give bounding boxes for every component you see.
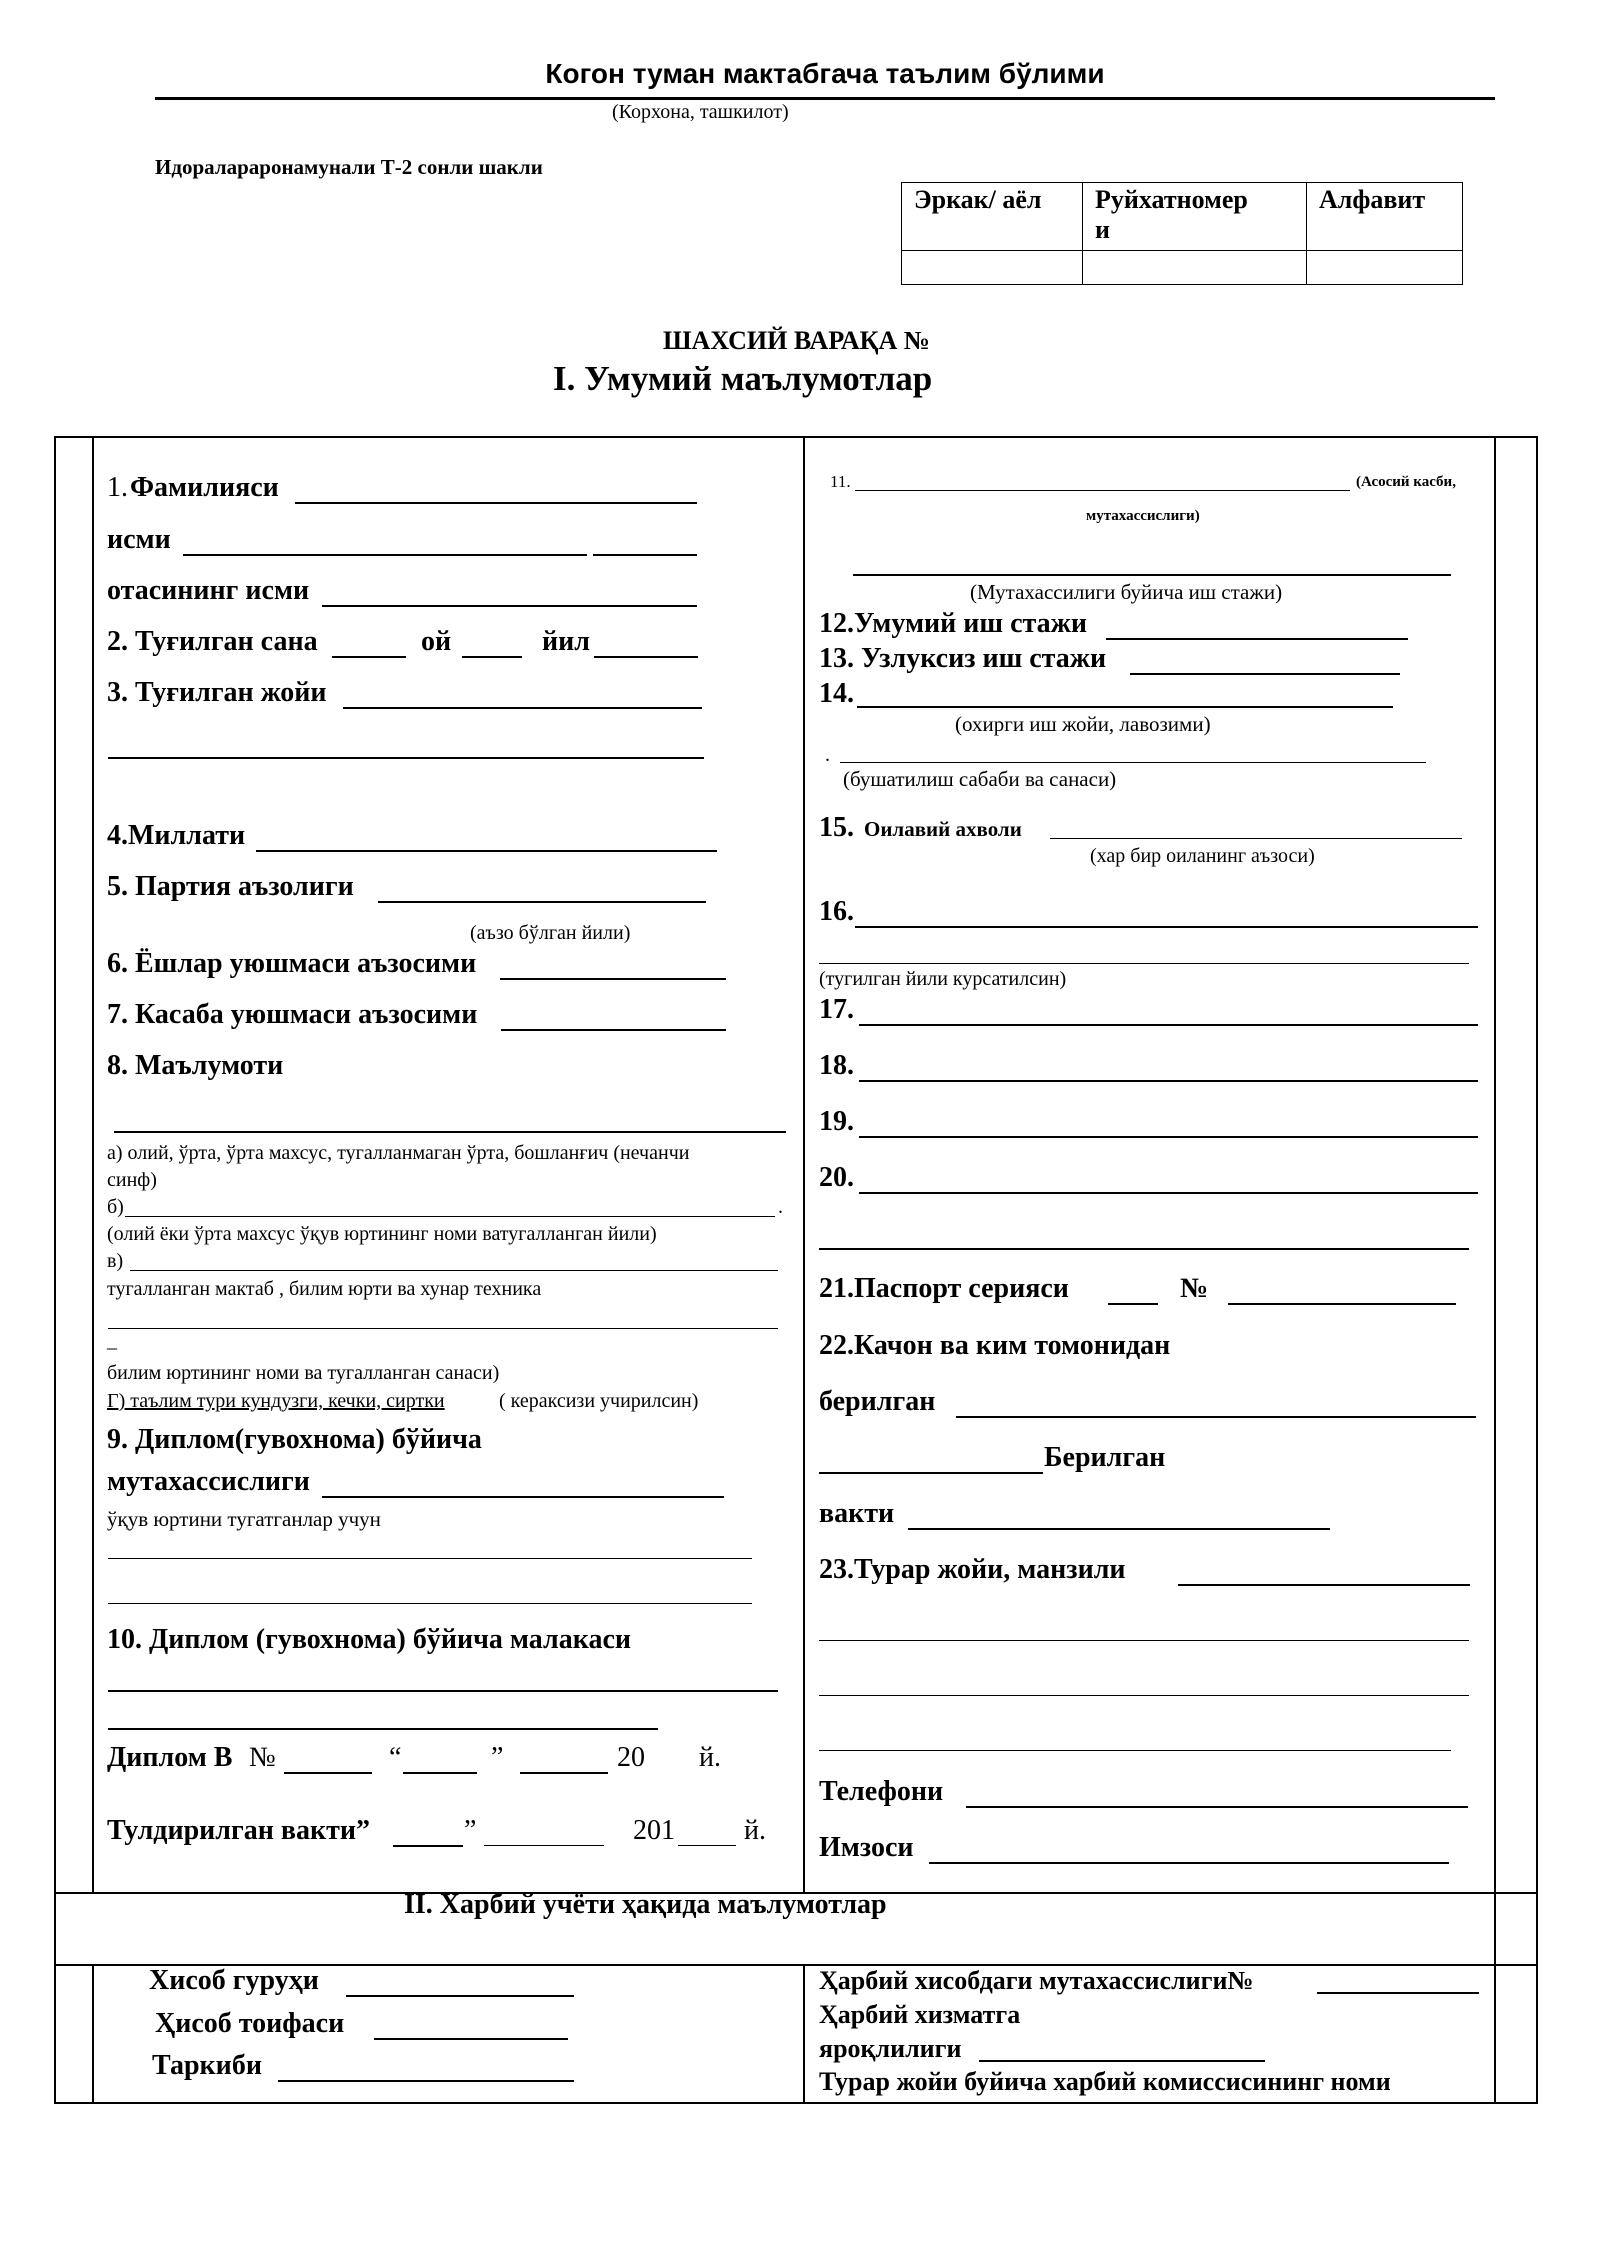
military-service-label: Ҳарбий хизматга [819,2000,1021,2029]
field-diploma-quote-open: “ [389,1742,402,1773]
field-birth-place-label: 3. Туғилган жойи [107,677,327,708]
organization-caption: (Корхона, ташкилот) [612,101,789,123]
field-passport-date-label-2: вакти [819,1498,895,1529]
field-address-line-2[interactable] [819,1640,1469,1641]
field-family-16-line[interactable] [855,926,1478,928]
field-family-19-label: 19. [819,1106,854,1137]
field-dismissal-dot: . [825,744,830,766]
military-group-line[interactable] [346,1995,574,1997]
field-filled-year: 201 [633,1815,675,1846]
grid-left-margin-line-military [92,1964,94,2102]
field-party-line[interactable] [378,901,706,903]
field-education-type-note: а) олий, ўрта, ўрта махсус, тугалланмаган ўрта, бошланғич (нечанчи [107,1142,690,1164]
field-name-line-2[interactable] [593,554,697,556]
organization-title: Когон туман мактабгача таълим бўлими [545,58,1105,89]
field-passport-date-label: Берилган [1044,1442,1166,1473]
sheet-title: ШАХСИЙ ВАРАҚА № [663,326,930,355]
field-birth-month-label: ой [421,626,452,657]
military-fitness-line[interactable] [979,2060,1265,2062]
field-trade-union-label: 7. Касаба уюшмаси аъзосими [107,999,478,1030]
field-youth-union-line[interactable] [500,978,726,980]
field-education-line[interactable] [114,1131,786,1133]
field-dismissal-line[interactable] [840,762,1426,763]
grid-right-border [1536,436,1538,2102]
field-birth-day-line[interactable] [332,656,406,658]
military-specialty-line[interactable] [1317,1992,1479,1994]
field-diploma-label: Диплом В [107,1742,233,1773]
field-surname-line[interactable] [295,502,697,504]
field-birth-year-line[interactable] [594,656,698,658]
field-family-17-line[interactable] [859,1024,1478,1026]
field-education-v-note: тугалланган мактаб , билим юрти ва хунар техника [107,1278,542,1300]
military-commission-label: Турар жойи буйича харбий комиссисининг номи [819,2067,1391,2096]
field-passport-series-line[interactable] [1108,1303,1158,1305]
field-education-form-note: ( кераксизи учирилсин) [499,1390,699,1412]
field-passport-number-line[interactable] [1228,1303,1456,1305]
field-youth-union-label: 6. Ёшлар уюшмаси аъзосими [107,948,477,979]
grid-left-margin-line [92,436,94,1892]
field-diploma-number-line[interactable] [284,1772,372,1774]
field-passport-date-line[interactable] [908,1528,1330,1530]
field-birth-date-label: 2. Туғилган сана [107,626,318,657]
field-family-20-label: 20. [819,1162,854,1193]
military-composition-line[interactable] [278,2080,574,2082]
field-address-label: 23.Турар жойи, манзили [819,1554,1126,1585]
field-diploma-month-line[interactable] [520,1772,608,1774]
gender-header: Эркак/ аёл [902,183,1083,251]
field-phone-label: Телефони [819,1776,944,1807]
military-specialty-label: Ҳарбий хисобдаги мутахассислиги№ [819,1966,1254,1995]
field-diploma-qualification-label: 10. Диплом (гувохнома) бўйича малакаси [107,1624,632,1655]
field-diploma-day-line[interactable] [403,1772,477,1774]
gender-cell[interactable] [902,251,1083,285]
field-diploma-no-sign: № [249,1742,276,1773]
grid-top-border [54,436,1538,438]
field-family-19-line[interactable] [859,1136,1478,1138]
field-family-16-label: 16. [819,896,854,927]
field-filled-date-label: Тулдирилган вакти” [107,1815,370,1846]
field-diploma-specialty-line-2[interactable] [108,1558,752,1559]
organization-underline [155,97,1495,100]
military-fitness-label: яроқлилиги [819,2034,962,2063]
field-family-20-line[interactable] [859,1192,1478,1194]
field-nationality-label: 4.Миллати [107,820,246,851]
field-party-label: 5. Партия аъзолиги [107,871,354,902]
field-diploma-quote-close: ” [491,1742,504,1773]
field-education-b-note: (олий ёки ўрта махсус ўқув юртининг номи ватугалланган йили) [107,1223,657,1245]
grid-right-margin-line [1494,436,1496,2102]
grid-middle-divider-military [803,1964,805,2102]
field-passport-issued-line[interactable] [956,1416,1476,1418]
field-filled-month-line[interactable] [484,1845,604,1846]
field-address-line-4[interactable] [819,1750,1451,1751]
form-reference: Идоралараронамунали Т-2 сонли шакли [155,155,543,179]
field-specialty-experience-caption: (Мутахассилиги буйича иш стажи) [970,580,1283,604]
field-education-b-marker: б) [107,1196,124,1218]
alphabet-cell[interactable] [1307,251,1463,285]
field-diploma-specialty-label-2: мутахассислиги [107,1466,310,1497]
field-diploma-specialty-line-3[interactable] [108,1603,752,1604]
field-last-job-caption: (охирги иш жойи, лавозими) [955,712,1211,736]
field-education-type-note-2: синф) [107,1169,157,1191]
field-total-experience-label: 12.Умумий иш стажи [819,608,1088,639]
field-diploma-year-suffix: й. [699,1742,721,1773]
field-education-form: Г) таълим тури кундузги, кечки, сиртки [107,1390,445,1412]
section-1-title: I. Умумий маълумотлар [553,359,933,398]
field-diploma-year: 20 [617,1742,645,1773]
field-education-v-line-2[interactable] [108,1328,778,1329]
field-surname-label: Фамилияси [130,472,279,503]
field-filled-quote: ” [464,1815,477,1846]
field-continuous-experience-line[interactable] [1130,673,1400,675]
military-composition-label: Таркиби [152,2050,262,2081]
military-category-label: Ҳисоб тоифаси [155,2008,345,2039]
field-education-b-line[interactable] [125,1216,775,1217]
field-marital-status-number: 15. [819,812,854,843]
field-education-label: 8. Маълумоти [107,1050,284,1081]
grid-bottom-border [54,2102,1538,2104]
field-marital-status-caption: (хар бир оиланинг аъзоси) [1090,845,1315,867]
field-passport-issued-label: 22.Качон ва ким томонидан [819,1330,1171,1361]
field-total-experience-line[interactable] [1106,638,1408,640]
field-address-line[interactable] [1178,1584,1470,1586]
field-party-note: (аъзо бўлган йили) [470,922,631,944]
field-family-extra-line[interactable] [819,1248,1469,1250]
field-signature-label: Имзоси [819,1832,914,1863]
field-address-line-3[interactable] [819,1695,1469,1696]
field-diploma-specialty-note: ўқув юртини тугатганлар учун [107,1507,381,1531]
field-diploma-specialty-label: 9. Диплом(гувохнома) бўйича [107,1424,482,1455]
field-filled-year-suffix: й. [744,1815,766,1846]
field-birth-place-line-2[interactable] [108,757,704,759]
field-passport-issued-label-2: берилган [819,1386,936,1417]
field-surname-number: 1. [107,472,128,503]
field-phone-line[interactable] [966,1806,1468,1808]
field-education-v-line[interactable] [130,1270,778,1271]
field-signature-line[interactable] [929,1862,1449,1864]
field-education-v-note-2: билим юртининг номи ва тугалланган санаси) [107,1362,500,1384]
field-marital-status-line[interactable] [1050,838,1462,839]
field-marital-status-label: Оилавий ахволи [864,817,1022,841]
field-profession-note: (Асосий касби, [1356,474,1456,490]
registration-table [901,182,1463,285]
field-education-b-end: . [778,1196,783,1218]
grid-middle-divider [803,436,805,1892]
field-education-v-marker: в) [107,1250,124,1272]
alphabet-header: Алфавит [1307,183,1463,251]
field-trade-union-line[interactable] [501,1029,726,1031]
field-birth-place-line[interactable] [343,707,702,709]
field-patronymic-line[interactable] [322,605,697,607]
field-family-17-label: 17. [819,994,854,1025]
field-name-line[interactable] [183,554,587,556]
field-profession-note-2: мутахассислиги) [1086,508,1200,524]
section-2-title: II. Харбий учёти ҳақида маълумотлар [404,1889,887,1920]
field-diploma-specialty-line[interactable] [322,1496,724,1498]
field-birth-year-label: йил [542,626,590,657]
field-diploma-qualification-line[interactable] [108,1690,778,1692]
field-family-18-label: 18. [819,1050,854,1081]
field-name-label: исми [107,524,171,555]
field-continuous-experience-label: 13. Узлуксиз иш стажи [819,643,1107,674]
registration-number-cell[interactable] [1083,251,1307,285]
registration-number-header: Руйхатномер и [1083,183,1307,251]
field-specialty-experience-line[interactable] [853,574,1451,576]
field-passport-number-label: № [1180,1273,1209,1304]
field-passport-series-label: 21.Паспорт серияси [819,1273,1069,1304]
field-birth-month-line[interactable] [462,656,522,658]
field-nationality-line[interactable] [256,850,717,852]
military-category-line[interactable] [374,2038,568,2040]
field-last-job-line[interactable] [857,706,1393,708]
field-education-v-dash: _ [107,1330,117,1352]
military-group-label: Хисоб гуруҳи [149,1965,319,1996]
field-family-16-line-2[interactable] [819,963,1469,964]
field-passport-issued-line-2[interactable] [819,1472,1043,1474]
field-family-18-line[interactable] [859,1080,1478,1082]
field-diploma-qualification-line-2[interactable] [108,1728,658,1730]
field-filled-year-line[interactable] [678,1845,736,1846]
field-profession-number: 11. [830,472,851,491]
field-last-job-label: 14. [819,678,854,709]
field-patronymic-label: отасининг исми [107,575,310,606]
grid-left-border [54,436,56,2102]
field-profession-line[interactable] [855,490,1350,491]
field-dismissal-caption: (бушатилиш сабаби ва санаси) [843,767,1117,791]
field-family-16-caption: (тугилган йили курсатилсин) [819,968,1067,990]
field-filled-day-line[interactable] [393,1845,463,1847]
